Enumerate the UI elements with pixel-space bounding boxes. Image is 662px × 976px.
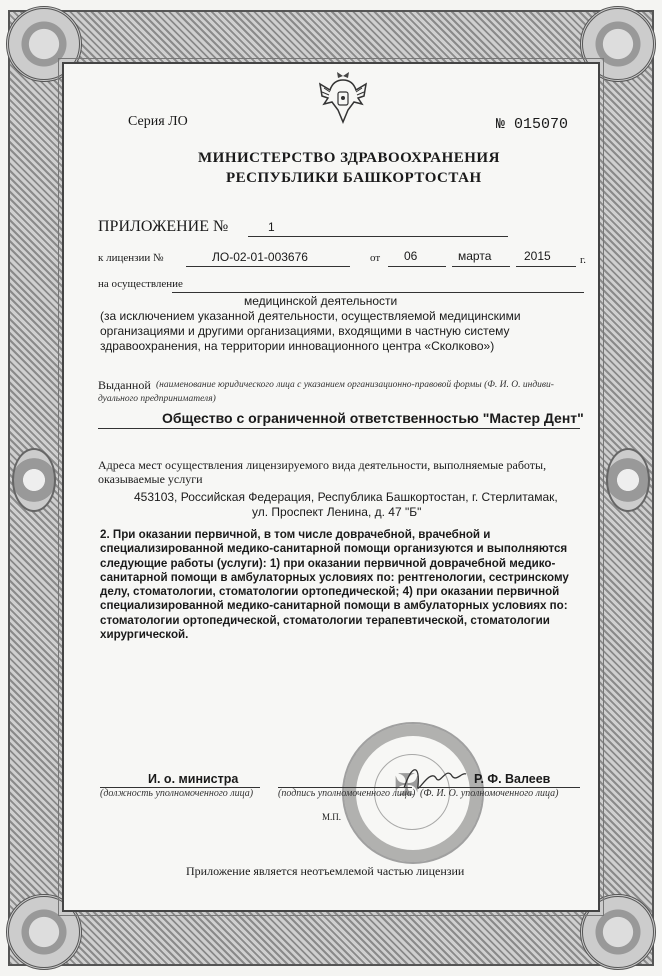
issued-name-line — [98, 428, 580, 429]
address-label-line2: оказываемые услуги — [98, 472, 203, 486]
stamp-eagle-icon: ✠ — [394, 769, 420, 802]
license-day: 06 — [404, 249, 418, 263]
appendix-number-line — [248, 236, 508, 237]
side-ornament-icon — [12, 448, 56, 512]
services-line: санитарной помощи в амбулаторных условиях по: рентгенологии, сестринскому — [100, 570, 569, 584]
license-number-line — [186, 266, 350, 267]
services-line: делу, стоматологии, стоматологии ортопедической; 4) при оказании первичной — [100, 585, 560, 599]
issued-hint-line1: (наименование юридического лица с указанием организационно-правовой формы (Ф. И. О. индиви- — [156, 380, 554, 390]
activity-label: на осуществление — [98, 278, 183, 290]
appendix-label: ПРИЛОЖЕНИЕ № — [98, 218, 229, 235]
address-label-line1: Адреса мест осуществления лицензируемого вида деятельности, выполняемые работы, — [98, 458, 547, 472]
footer-note: Приложение является неотъемлемой частью лицензии — [186, 864, 465, 878]
coat-of-arms-icon — [318, 70, 368, 124]
issued-label: Выданной — [98, 378, 151, 392]
activity-line4: здравоохранения, на территории инновационного центра «Сколково») — [100, 339, 495, 353]
activity-line — [172, 292, 584, 293]
series-label: Серия ЛО — [128, 114, 188, 129]
license-month: марта — [458, 249, 492, 263]
licensee-name: Общество с ограниченной ответственностью "Мастер Дент" — [162, 410, 584, 426]
license-label: к лицензии № — [98, 252, 164, 264]
services-line: хирургической. — [100, 628, 189, 642]
services-paragraph — [100, 528, 600, 642]
seal-place-label: М.П. — [322, 812, 342, 822]
address-line2: ул. Проспект Ленина, д. 47 "Б" — [252, 505, 422, 519]
issued-hint-line2: дуального предпринимателя) — [98, 394, 216, 404]
activity-line2: (за исключением указанной деятельности, осуществляемой медицинскими — [100, 309, 521, 323]
signer-position: И. о. министра — [148, 772, 239, 786]
year-suffix: г. — [580, 254, 587, 266]
services-line: 2. При оказании первичной, в том числе доврачебной, врачебной и — [100, 528, 491, 541]
license-number: ЛО-02-01-003676 — [212, 250, 308, 264]
month-line — [452, 266, 510, 267]
side-ornament-icon — [606, 448, 650, 512]
services-line: специализированной медико-санитарной помощи в амбулаторных условиях по: — [100, 599, 568, 613]
signature-hint: (подпись уполномоченного лица) — [278, 788, 416, 799]
name-hint: (Ф. И. О. уполномоченного лица) — [420, 788, 559, 799]
day-line — [388, 266, 446, 267]
license-year: 2015 — [524, 249, 551, 263]
services-line: специализированной медико-санитарной помощи организуются и выполняются — [100, 542, 568, 556]
services-line: следующие работы (услуги): 1) при оказании первичной доврачебной медико- — [100, 556, 556, 570]
position-hint: (должность уполномоченного лица) — [100, 788, 254, 799]
services-line: стоматологии ортопедической, стоматологии терапевтической, стоматологии — [100, 613, 550, 627]
ministry-title-line1: МИНИСТЕРСТВО ЗДРАВООХРАНЕНИЯ — [198, 150, 500, 166]
form-number: № 015070 — [496, 116, 569, 133]
activity-line3: организациями и другими организациями, входящими в частную систему — [100, 324, 510, 338]
address-line1: 453103, Российская Федерация, Республика Башкортостан, г. Стерлитамак, — [134, 490, 558, 504]
year-line — [516, 266, 576, 267]
date-from-label: от — [370, 252, 381, 264]
signer-name: Р. Ф. Валеев — [474, 772, 551, 786]
ministry-title-line2: РЕСПУБЛИКИ БАШКОРТОСТАН — [226, 170, 482, 186]
appendix-number: 1 — [268, 220, 275, 234]
activity-title: медицинской деятельности — [244, 294, 398, 308]
